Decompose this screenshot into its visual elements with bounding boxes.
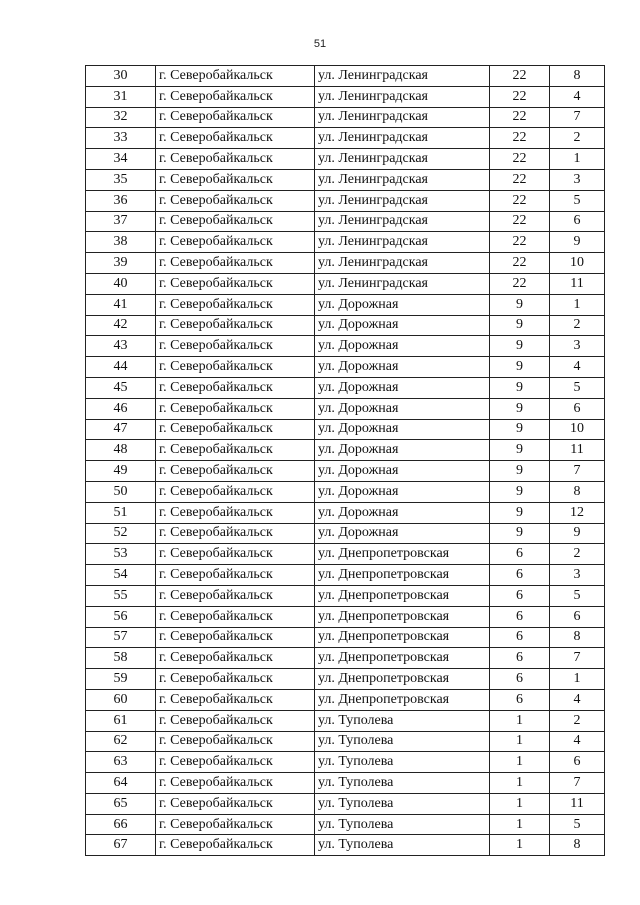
row-number-cell: 48 — [86, 440, 156, 461]
house-number-cell: 22 — [490, 211, 550, 232]
city-cell: г. Северобайкальск — [156, 377, 315, 398]
street-cell: ул. Туполева — [315, 752, 490, 773]
table-row — [86, 544, 605, 565]
street-cell: ул. Дорожная — [315, 419, 490, 440]
street-cell: ул. Ленинградская — [315, 190, 490, 211]
row-number-cell: 56 — [86, 606, 156, 627]
street-cell: ул. Ленинградская — [315, 211, 490, 232]
table-row — [86, 585, 605, 606]
row-number-cell: 45 — [86, 377, 156, 398]
row-number-cell: 43 — [86, 336, 156, 357]
table-row — [86, 294, 605, 315]
table-row — [86, 232, 605, 253]
house-number-cell: 6 — [490, 585, 550, 606]
row-number-cell: 42 — [86, 315, 156, 336]
table-row — [86, 273, 605, 294]
apartment-number-cell: 4 — [550, 357, 605, 378]
row-number-cell: 49 — [86, 461, 156, 482]
street-cell: ул. Днепропетровская — [315, 669, 490, 690]
table-row — [86, 336, 605, 357]
street-cell: ул. Днепропетровская — [315, 585, 490, 606]
city-cell: г. Северобайкальск — [156, 793, 315, 814]
row-number-cell: 58 — [86, 648, 156, 669]
house-number-cell: 9 — [490, 377, 550, 398]
street-cell: ул. Ленинградская — [315, 107, 490, 128]
row-number-cell: 31 — [86, 86, 156, 107]
apartment-number-cell: 7 — [550, 773, 605, 794]
row-number-cell: 66 — [86, 814, 156, 835]
table-row — [86, 606, 605, 627]
street-cell: ул. Днепропетровская — [315, 565, 490, 586]
table-row — [86, 315, 605, 336]
city-cell: г. Северобайкальск — [156, 731, 315, 752]
city-cell: г. Северобайкальск — [156, 169, 315, 190]
house-number-cell: 6 — [490, 565, 550, 586]
house-number-cell: 6 — [490, 544, 550, 565]
apartment-number-cell: 4 — [550, 689, 605, 710]
row-number-cell: 44 — [86, 357, 156, 378]
street-cell: ул. Дорожная — [315, 523, 490, 544]
apartment-number-cell: 8 — [550, 66, 605, 87]
house-number-cell: 9 — [490, 481, 550, 502]
row-number-cell: 65 — [86, 793, 156, 814]
house-number-cell: 22 — [490, 190, 550, 211]
city-cell: г. Северобайкальск — [156, 481, 315, 502]
table-row — [86, 86, 605, 107]
street-cell: ул. Днепропетровская — [315, 544, 490, 565]
street-cell: ул. Туполева — [315, 710, 490, 731]
row-number-cell: 34 — [86, 149, 156, 170]
city-cell: г. Северобайкальск — [156, 440, 315, 461]
table-row — [86, 419, 605, 440]
apartment-number-cell: 6 — [550, 398, 605, 419]
house-number-cell: 22 — [490, 169, 550, 190]
city-cell: г. Северобайкальск — [156, 273, 315, 294]
house-number-cell: 1 — [490, 814, 550, 835]
table-row — [86, 128, 605, 149]
apartment-number-cell: 11 — [550, 273, 605, 294]
street-cell: ул. Туполева — [315, 731, 490, 752]
row-number-cell: 51 — [86, 502, 156, 523]
house-number-cell: 1 — [490, 835, 550, 856]
house-number-cell: 22 — [490, 107, 550, 128]
street-cell: ул. Туполева — [315, 835, 490, 856]
row-number-cell: 62 — [86, 731, 156, 752]
row-number-cell: 41 — [86, 294, 156, 315]
table-row — [86, 66, 605, 87]
house-number-cell: 9 — [490, 315, 550, 336]
house-number-cell: 9 — [490, 440, 550, 461]
row-number-cell: 47 — [86, 419, 156, 440]
apartment-number-cell: 10 — [550, 419, 605, 440]
table-row — [86, 357, 605, 378]
street-cell: ул. Днепропетровская — [315, 689, 490, 710]
city-cell: г. Северобайкальск — [156, 190, 315, 211]
house-number-cell: 6 — [490, 606, 550, 627]
apartment-number-cell: 11 — [550, 440, 605, 461]
house-number-cell: 1 — [490, 773, 550, 794]
street-cell: ул. Ленинградская — [315, 86, 490, 107]
city-cell: г. Северобайкальск — [156, 523, 315, 544]
city-cell: г. Северобайкальск — [156, 128, 315, 149]
street-cell: ул. Дорожная — [315, 294, 490, 315]
street-cell: ул. Туполева — [315, 814, 490, 835]
city-cell: г. Северобайкальск — [156, 461, 315, 482]
row-number-cell: 64 — [86, 773, 156, 794]
row-number-cell: 46 — [86, 398, 156, 419]
table-row — [86, 502, 605, 523]
row-number-cell: 32 — [86, 107, 156, 128]
table-row — [86, 731, 605, 752]
apartment-number-cell: 2 — [550, 544, 605, 565]
table-row — [86, 481, 605, 502]
city-cell: г. Северобайкальск — [156, 502, 315, 523]
apartment-number-cell: 7 — [550, 648, 605, 669]
house-number-cell: 22 — [490, 128, 550, 149]
page-number: 51 — [313, 38, 327, 50]
row-number-cell: 33 — [86, 128, 156, 149]
row-number-cell: 57 — [86, 627, 156, 648]
table-row — [86, 169, 605, 190]
row-number-cell: 35 — [86, 169, 156, 190]
house-number-cell: 1 — [490, 752, 550, 773]
apartment-number-cell: 1 — [550, 669, 605, 690]
table-row — [86, 149, 605, 170]
apartment-number-cell: 4 — [550, 731, 605, 752]
row-number-cell: 50 — [86, 481, 156, 502]
house-number-cell: 1 — [490, 793, 550, 814]
house-number-cell: 22 — [490, 273, 550, 294]
table-row — [86, 461, 605, 482]
city-cell: г. Северобайкальск — [156, 107, 315, 128]
apartment-number-cell: 6 — [550, 606, 605, 627]
apartment-number-cell: 7 — [550, 461, 605, 482]
house-number-cell: 22 — [490, 253, 550, 274]
apartment-number-cell: 8 — [550, 835, 605, 856]
apartment-number-cell: 9 — [550, 523, 605, 544]
city-cell: г. Северобайкальск — [156, 86, 315, 107]
street-cell: ул. Ленинградская — [315, 128, 490, 149]
apartment-number-cell: 4 — [550, 86, 605, 107]
apartment-number-cell: 12 — [550, 502, 605, 523]
address-table — [85, 65, 605, 856]
house-number-cell: 9 — [490, 461, 550, 482]
row-number-cell: 40 — [86, 273, 156, 294]
apartment-number-cell: 3 — [550, 565, 605, 586]
street-cell: ул. Дорожная — [315, 315, 490, 336]
city-cell: г. Северобайкальск — [156, 66, 315, 87]
table-row — [86, 107, 605, 128]
table-row — [86, 440, 605, 461]
street-cell: ул. Ленинградская — [315, 149, 490, 170]
apartment-number-cell: 2 — [550, 315, 605, 336]
row-number-cell: 63 — [86, 752, 156, 773]
street-cell: ул. Туполева — [315, 793, 490, 814]
row-number-cell: 36 — [86, 190, 156, 211]
house-number-cell: 6 — [490, 627, 550, 648]
city-cell: г. Северобайкальск — [156, 585, 315, 606]
table-row — [86, 689, 605, 710]
street-cell: ул. Ленинградская — [315, 253, 490, 274]
apartment-number-cell: 8 — [550, 627, 605, 648]
house-number-cell: 9 — [490, 336, 550, 357]
apartment-number-cell: 3 — [550, 336, 605, 357]
city-cell: г. Северобайкальск — [156, 544, 315, 565]
apartment-number-cell: 2 — [550, 710, 605, 731]
city-cell: г. Северобайкальск — [156, 835, 315, 856]
row-number-cell: 53 — [86, 544, 156, 565]
apartment-number-cell: 7 — [550, 107, 605, 128]
apartment-number-cell: 1 — [550, 149, 605, 170]
street-cell: ул. Ленинградская — [315, 232, 490, 253]
apartment-number-cell: 5 — [550, 814, 605, 835]
row-number-cell: 61 — [86, 710, 156, 731]
street-cell: ул. Дорожная — [315, 502, 490, 523]
city-cell: г. Северобайкальск — [156, 627, 315, 648]
city-cell: г. Северобайкальск — [156, 669, 315, 690]
city-cell: г. Северобайкальск — [156, 336, 315, 357]
house-number-cell: 9 — [490, 419, 550, 440]
street-cell: ул. Дорожная — [315, 357, 490, 378]
house-number-cell: 6 — [490, 648, 550, 669]
city-cell: г. Северобайкальск — [156, 253, 315, 274]
house-number-cell: 22 — [490, 66, 550, 87]
street-cell: ул. Дорожная — [315, 398, 490, 419]
street-cell: ул. Днепропетровская — [315, 606, 490, 627]
row-number-cell: 60 — [86, 689, 156, 710]
house-number-cell: 22 — [490, 149, 550, 170]
street-cell: ул. Дорожная — [315, 461, 490, 482]
street-cell: ул. Дорожная — [315, 481, 490, 502]
city-cell: г. Северобайкальск — [156, 752, 315, 773]
apartment-number-cell: 5 — [550, 190, 605, 211]
house-number-cell: 6 — [490, 669, 550, 690]
street-cell: ул. Дорожная — [315, 377, 490, 398]
city-cell: г. Северобайкальск — [156, 232, 315, 253]
table-row — [86, 752, 605, 773]
house-number-cell: 9 — [490, 502, 550, 523]
apartment-number-cell: 5 — [550, 377, 605, 398]
apartment-number-cell: 9 — [550, 232, 605, 253]
street-cell: ул. Ленинградская — [315, 66, 490, 87]
row-number-cell: 67 — [86, 835, 156, 856]
address-table-body — [86, 66, 605, 856]
table-row — [86, 190, 605, 211]
house-number-cell: 9 — [490, 294, 550, 315]
city-cell: г. Северобайкальск — [156, 357, 315, 378]
row-number-cell: 30 — [86, 66, 156, 87]
street-cell: ул. Дорожная — [315, 336, 490, 357]
table-row — [86, 627, 605, 648]
table-row — [86, 253, 605, 274]
table-row — [86, 523, 605, 544]
row-number-cell: 37 — [86, 211, 156, 232]
street-cell: ул. Туполева — [315, 773, 490, 794]
row-number-cell: 39 — [86, 253, 156, 274]
city-cell: г. Северобайкальск — [156, 565, 315, 586]
table-row — [86, 669, 605, 690]
apartment-number-cell: 1 — [550, 294, 605, 315]
table-row — [86, 835, 605, 856]
house-number-cell: 22 — [490, 86, 550, 107]
apartment-number-cell: 8 — [550, 481, 605, 502]
apartment-number-cell: 2 — [550, 128, 605, 149]
table-row — [86, 648, 605, 669]
house-number-cell: 9 — [490, 398, 550, 419]
city-cell: г. Северобайкальск — [156, 315, 315, 336]
house-number-cell: 22 — [490, 232, 550, 253]
house-number-cell: 1 — [490, 710, 550, 731]
row-number-cell: 54 — [86, 565, 156, 586]
city-cell: г. Северобайкальск — [156, 211, 315, 232]
house-number-cell: 1 — [490, 731, 550, 752]
city-cell: г. Северобайкальск — [156, 398, 315, 419]
table-row — [86, 565, 605, 586]
house-number-cell: 9 — [490, 357, 550, 378]
street-cell: ул. Дорожная — [315, 440, 490, 461]
city-cell: г. Северобайкальск — [156, 689, 315, 710]
city-cell: г. Северобайкальск — [156, 149, 315, 170]
street-cell: ул. Днепропетровская — [315, 648, 490, 669]
street-cell: ул. Днепропетровская — [315, 627, 490, 648]
apartment-number-cell: 10 — [550, 253, 605, 274]
table-row — [86, 793, 605, 814]
city-cell: г. Северобайкальск — [156, 814, 315, 835]
table-row — [86, 814, 605, 835]
city-cell: г. Северобайкальск — [156, 648, 315, 669]
apartment-number-cell: 11 — [550, 793, 605, 814]
table-row — [86, 398, 605, 419]
row-number-cell: 52 — [86, 523, 156, 544]
table-row — [86, 773, 605, 794]
row-number-cell: 59 — [86, 669, 156, 690]
city-cell: г. Северобайкальск — [156, 606, 315, 627]
house-number-cell: 9 — [490, 523, 550, 544]
apartment-number-cell: 3 — [550, 169, 605, 190]
street-cell: ул. Ленинградская — [315, 169, 490, 190]
table-row — [86, 710, 605, 731]
table-row — [86, 377, 605, 398]
row-number-cell: 55 — [86, 585, 156, 606]
house-number-cell: 6 — [490, 689, 550, 710]
city-cell: г. Северобайкальск — [156, 773, 315, 794]
city-cell: г. Северобайкальск — [156, 294, 315, 315]
row-number-cell: 38 — [86, 232, 156, 253]
apartment-number-cell: 5 — [550, 585, 605, 606]
apartment-number-cell: 6 — [550, 752, 605, 773]
street-cell: ул. Ленинградская — [315, 273, 490, 294]
city-cell: г. Северобайкальск — [156, 710, 315, 731]
table-row — [86, 211, 605, 232]
apartment-number-cell: 6 — [550, 211, 605, 232]
city-cell: г. Северобайкальск — [156, 419, 315, 440]
